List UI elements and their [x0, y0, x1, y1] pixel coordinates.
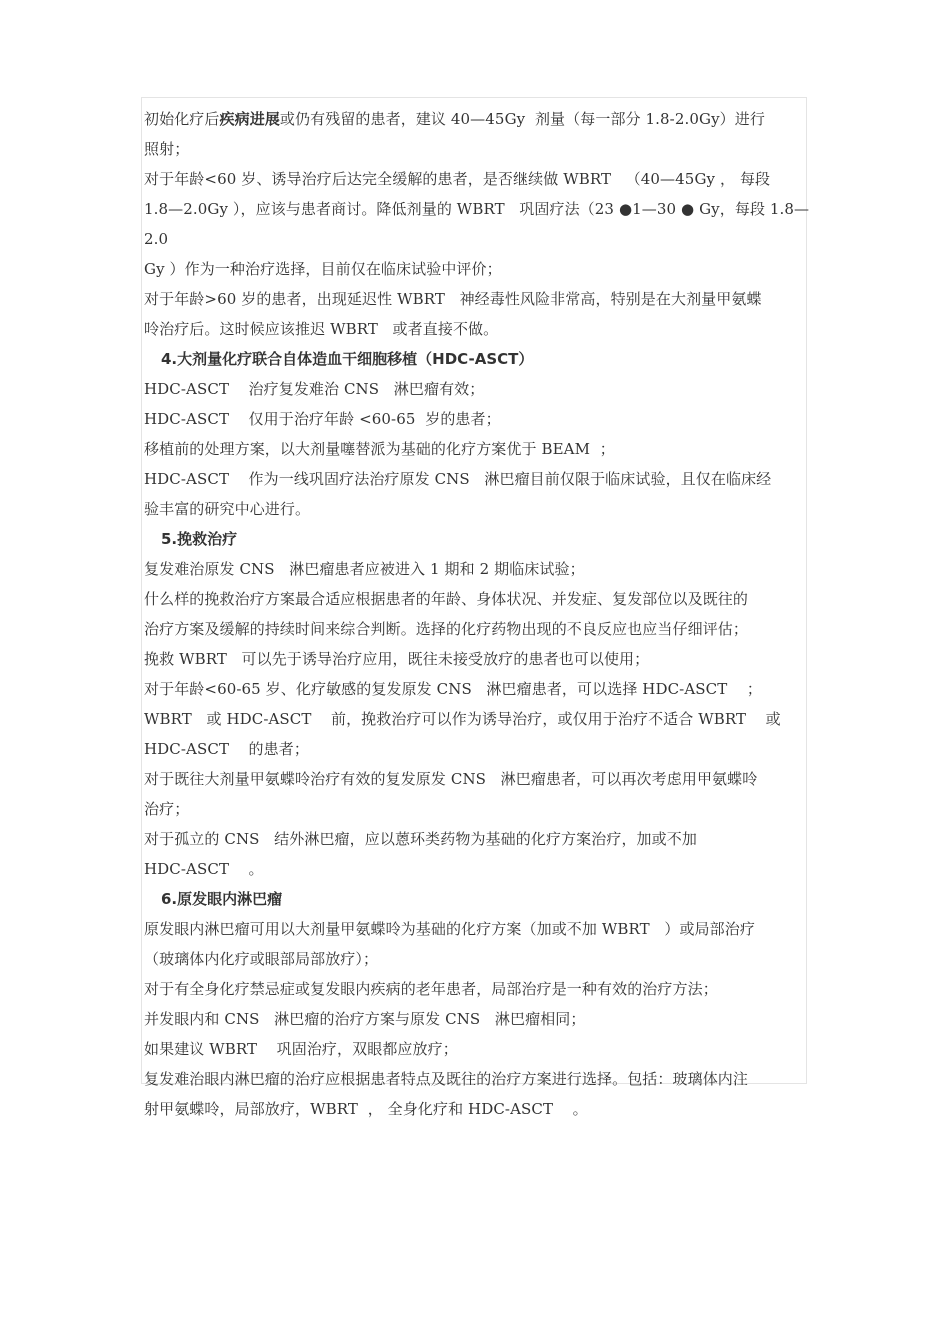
- text-run: HDC-ASCT 作为一线巩固疗法治疗原发 CNS 淋巴瘤目前仅限于临床试验，且仅在临床经: [144, 470, 772, 488]
- bold-text: 疾病进展: [219, 110, 280, 128]
- text-run: 治疗方案及缓解的持续时间来综合判断。选择的化疗药物出现的不良反应也应当仔细评估；: [144, 620, 749, 638]
- text-run: 呤治疗后。这时候应该推迟 WBRT 或者直接不做。: [144, 320, 499, 338]
- text-line: [144, 614, 810, 644]
- text-line: [144, 944, 810, 974]
- text-line: [144, 1034, 810, 1064]
- text-run: 5.挽救治疗: [161, 530, 238, 548]
- text-line: [144, 374, 810, 404]
- text-run: 对于年龄<60-65 岁、化疗敏感的复发原发 CNS 淋巴瘤患者，可以选择 HDC-ASCT ；: [144, 680, 762, 698]
- text-line: [144, 1094, 810, 1124]
- text-run: 照射；: [144, 140, 190, 158]
- text-run: 对于既往大剂量甲氨蝶呤治疗有效的复发原发 CNS 淋巴瘤患者，可以再次考虑用甲氨蝶呤: [144, 770, 758, 788]
- section-heading: [144, 524, 810, 554]
- text-run: HDC-ASCT 仅用于治疗年龄 <60-65 岁的患者；: [144, 410, 501, 428]
- text-run: 复发难治原发 CNS 淋巴瘤患者应被进入 1 期和 2 期临床试验；: [144, 560, 585, 578]
- text-run: 1.8—2.0Gy ），应该与患者商讨。降低剂量的 WBRT 巩固疗法（23 ●1—30 ● Gy，每段 1.8—2.0: [144, 200, 810, 248]
- text-line: [144, 704, 810, 734]
- text-run: 什么样的挽救治疗方案最合适应根据患者的年龄、身体状况、并发症、复发部位以及既往的: [144, 590, 749, 608]
- text-line: [144, 1004, 810, 1034]
- text-run: 射甲氨蝶呤，局部放疗，WBRT ， 全身化疗和 HDC-ASCT 。: [144, 1100, 588, 1118]
- text-line: [144, 974, 810, 1004]
- text-line: [144, 734, 810, 764]
- text-run: 初始化疗后: [144, 110, 220, 128]
- text-run: 对于孤立的 CNS 结外淋巴瘤，应以蒽环类药物为基础的化疗方案治疗，加或不加: [144, 830, 697, 848]
- text-run: 移植前的处理方案，以大剂量噻替派为基础的化疗方案优于 BEAM ；: [144, 440, 615, 458]
- text-line: [144, 164, 810, 194]
- text-line: [144, 134, 810, 164]
- text-run: HDC-ASCT 。: [144, 860, 264, 878]
- text-run: WBRT 或 HDC-ASCT 前，挽救治疗可以作为诱导治疗，或仅用于治疗不适合 WBRT 或: [144, 710, 781, 728]
- text-run: HDC-ASCT 治疗复发难治 CNS 淋巴瘤有效；: [144, 380, 485, 398]
- text-line: [144, 464, 810, 494]
- text-run: 挽救 WBRT 可以先于诱导治疗应用，既往未接受放疗的患者也可以使用；: [144, 650, 650, 668]
- text-run: 或仍有残留的患者，建议 40—45Gy 剂量（每一部分 1.8-2.0Gy）进行: [279, 110, 765, 128]
- text-line: [144, 194, 810, 254]
- text-run: 对于有全身化疗禁忌症或复发眼内疾病的老年患者，局部治疗是一种有效的治疗方法；: [144, 980, 718, 998]
- text-line: [144, 584, 810, 614]
- text-run: 并发眼内和 CNS 淋巴瘤的治疗方案与原发 CNS 淋巴瘤相同；: [144, 1010, 586, 1028]
- text-run: 原发眼内淋巴瘤可用以大剂量甲氨蝶呤为基础的化疗方案（加或不加 WBRT ）或局部治疗: [144, 920, 755, 938]
- text-run: 复发难治眼内淋巴瘤的治疗应根据患者特点及既往的治疗方案进行选择。包括：玻璃体内注: [144, 1070, 749, 1088]
- text-line: [144, 314, 810, 344]
- text-run: Gy ）作为一种治疗选择，目前仅在临床试验中评价；: [144, 260, 502, 278]
- text-run: 4.大剂量化疗联合自体造血干细胞移植（HDC-ASCT）: [161, 350, 534, 368]
- text-line: [144, 1064, 810, 1094]
- text-run: 如果建议 WBRT 巩固治疗，双眼都应放疗；: [144, 1040, 458, 1058]
- text-line: [144, 674, 810, 704]
- text-line: [144, 494, 810, 524]
- text-run: 对于年龄>60 岁的患者，出现延迟性 WBRT 神经毒性风险非常高，特别是在大剂量甲氨蝶: [144, 290, 762, 308]
- text-line: [144, 854, 810, 884]
- text-run: HDC-ASCT 的患者；: [144, 740, 309, 758]
- text-line: [144, 644, 810, 674]
- text-line: [144, 104, 810, 134]
- section-heading: [144, 344, 810, 374]
- text-line: [144, 404, 810, 434]
- text-line: [144, 254, 810, 284]
- text-line: [144, 554, 810, 584]
- text-line: [144, 434, 810, 464]
- text-line: [144, 284, 810, 314]
- text-line: [144, 764, 810, 794]
- text-run: 6.原发眼内淋巴瘤: [161, 890, 283, 908]
- text-line: [144, 824, 810, 854]
- text-run: 治疗；: [144, 800, 190, 818]
- document-body: [144, 104, 810, 1124]
- section-heading: [144, 884, 810, 914]
- text-run: 验丰富的研究中心进行。: [144, 500, 311, 518]
- text-run: （玻璃体内化疗或眼部局部放疗）；: [144, 950, 379, 968]
- text-line: [144, 914, 810, 944]
- text-run: 对于年龄<60 岁、诱导治疗后达完全缓解的患者，是否继续做 WBRT （40—45Gy ， 每段: [144, 170, 771, 188]
- text-line: [144, 794, 810, 824]
